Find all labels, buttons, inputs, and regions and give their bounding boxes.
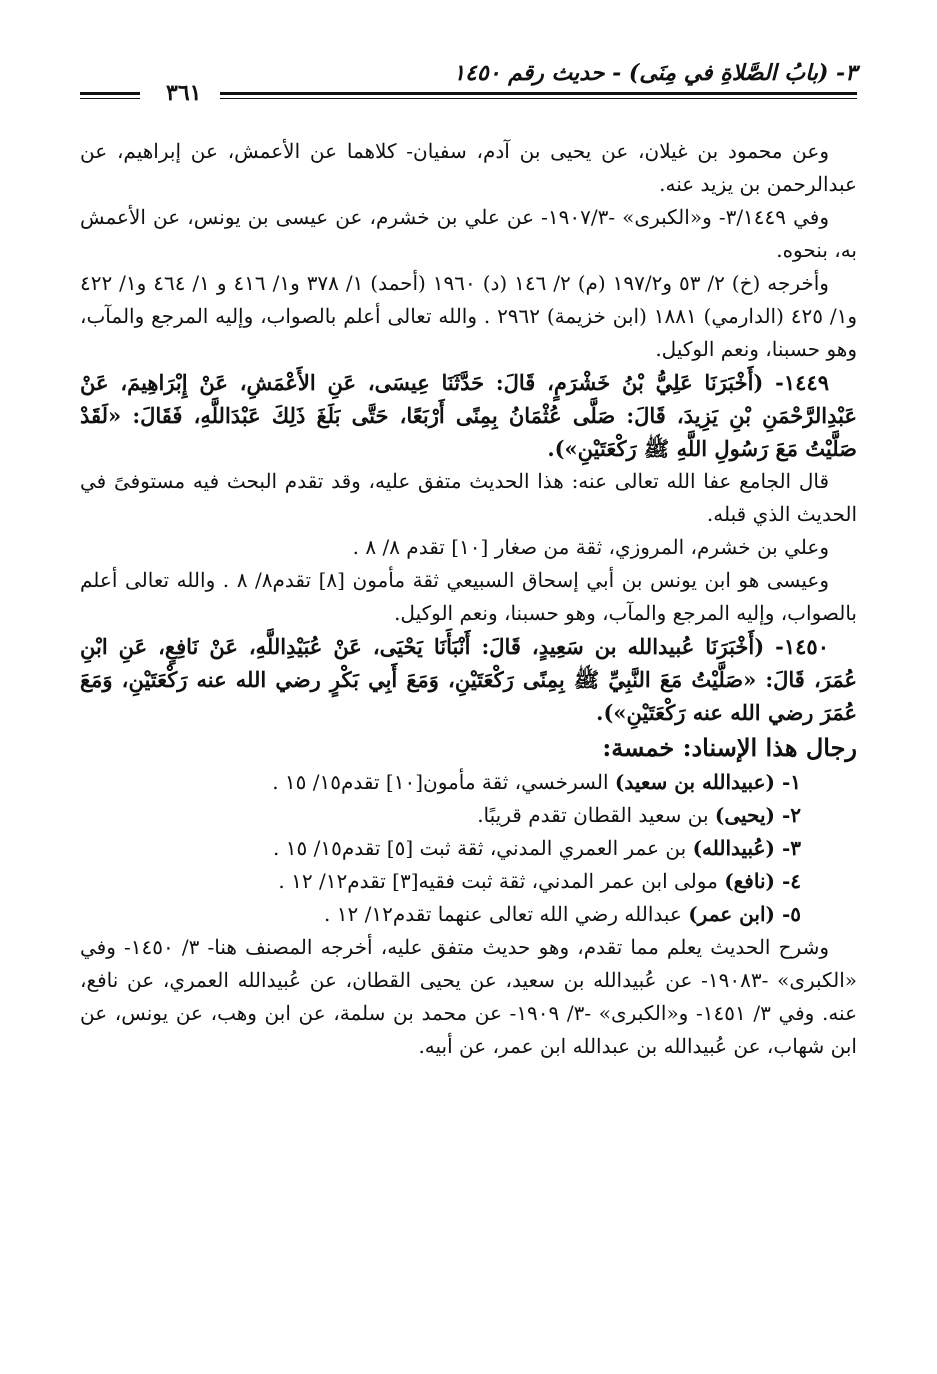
page-body bbox=[80, 135, 857, 1063]
hadith-1450: ١٤٥٠- (أَخْبَرَنَا عُبيدالله بن سَعِيدٍ، قَالَ: أَنْبَأَنَا يَحْيَى، عَنْ عُبَيْدِاللَّهِ، عَنْ نَافِعٍ، عَنِ ابْنِ عُمَرَ، قَالَ: «صَلَّيْتُ مَعَ النَّبِيِّ ﷺ بِمِنًى رَكْعَتَيْنِ، وَمَعَ أَبِي بَكْرٍ رضي الله عنه رَكْعَتَيْنِ، وَمَعَ عُمَرَ رضي الله عنه رَكْعَتَيْنِ»). bbox=[80, 634, 857, 725]
narrator-name: ٤- (نافع) bbox=[724, 869, 801, 893]
narrator-desc: مولى ابن عمر المدني، ثقة ثبت فقيه[٣] تقدم١٢/ ١٢ . bbox=[278, 869, 725, 893]
narrator-item bbox=[80, 799, 857, 832]
paragraph-2: وفي ٣/١٤٤٩- و«الكبرى» -١٩٠٧/٣- عن علي بن خشرم، عن عيسى بن يونس، عن الأعمش به، بنحوه. bbox=[80, 205, 857, 262]
narrator-desc: بن سعيد القطان تقدم قريبًا. bbox=[477, 803, 715, 827]
narrator-name: ٣- (عُبيدالله) bbox=[692, 836, 801, 860]
header-rule-left bbox=[80, 92, 140, 99]
narrator-name: ١- (عبيدالله بن سعيد) bbox=[614, 770, 801, 794]
narrator-desc: بن عمر العمري المدني، ثقة ثبت [٥] تقدم١٥/ ١٥ . bbox=[273, 836, 693, 860]
narrator-desc: السرخسي، ثقة مأمون[١٠] تقدم١٥/ ١٥ . bbox=[272, 770, 615, 794]
section-title: رجال هذا الإسناد: خمسة: bbox=[602, 733, 857, 762]
hadith-1449: ١٤٤٩- (أَخْبَرَنَا عَلِيُّ بْنُ خَشْرَمٍ، قَالَ: حَدَّثَنَا عِيسَى، عَنِ الأَعْمَشِ، عَنْ إِبْرَاهِيمَ، عَنْ عَبْدِالرَّحْمَنِ بْنِ يَزِيدَ، قَالَ: صَلَّى عُثْمَانُ بِمِنًى أَرْبَعًا، حَتَّى بَلَغَ ذَلِكَ عَبْدَاللَّهِ، فَقَالَ: «لَقَدْ صَلَّيْتُ مَعَ رَسُولِ اللَّهِ ﷺ رَكْعَتَيْنِ»). bbox=[80, 370, 857, 461]
narrator-item bbox=[80, 766, 857, 799]
paragraph-commentary: قال الجامع عفا الله تعالى عنه: هذا الحديث متفق عليه، وقد تقدم البحث فيه مستوفىً في الحديث الذي قبله. bbox=[80, 469, 857, 526]
paragraph-1: وعن محمود بن غيلان، عن يحيى بن آدم، سفيان- كلاهما عن الأعمش، عن إبراهيم، عن عبدالرحمن بن يزيد عنه. bbox=[80, 139, 857, 196]
narrator-desc: عبدالله رضي الله تعالى عنهما تقدم١٢/ ١٢ . bbox=[324, 902, 689, 926]
paragraph-narrator-ali: وعلي بن خشرم، المروزي، ثقة من صغار [١٠] تقدم ٨/ ٨ . bbox=[352, 535, 829, 559]
page-number: ٣٦١ bbox=[166, 80, 202, 106]
narrator-item bbox=[80, 832, 857, 865]
narrator-item bbox=[80, 898, 857, 931]
paragraph-narrator-isa: وعيسى هو ابن يونس بن أبي إسحاق السبيعي ثقة مأمون [٨] تقدم٨/ ٨ . والله تعالى أعلم بالصواب، وإليه المرجع والمآب، وهو حسبنا، ونعم الوكيل. bbox=[80, 568, 857, 625]
narrator-name: ٥- (ابن عمر) bbox=[688, 902, 801, 926]
narrator-name: ٢- (يحيى) bbox=[714, 803, 801, 827]
narrator-item bbox=[80, 865, 857, 898]
page-header bbox=[80, 58, 857, 106]
paragraph-3: وأخرجه (خ) ٢/ ٥٣ و١٩٧/٢ (م) ٢/ ١٤٦ (د) ١٩٦٠ (أحمد) ١/ ٣٧٨ و١/ ٤١٦ و ١/ ٤٦٤ و١/ ٤٢٢ و١/ ٤٢٥ (الدارمي) ١٨٨١ (ابن خزيمة) ٢٩٦٢ . والله تعالى أعلم بالصواب، وإليه المرجع والمآب، وهو حسبنا، ونعم الوكيل. bbox=[80, 271, 857, 361]
chapter-title: ٣- (بابُ الصَّلاةِ في مِنَى) - حديث رقم ١٤٥٠ bbox=[453, 60, 857, 86]
header-rule-right bbox=[220, 92, 857, 99]
paragraph-closing: وشرح الحديث يعلم مما تقدم، وهو حديث متفق عليه، أخرجه المصنف هنا- ٣/ ١٤٥٠- وفي «الكبرى» -١٩٠٨٣- عن عُبيدالله بن سعيد، عن يحيى القطان، عن عُبيدالله العمري، عن نافع، عنه. وفي ٣/ ١٤٥١- و«الكبرى» -٣/ ١٩٠٩- عن محمد بن سلمة، عن ابن وهب، عن يونس، عن ابن شهاب، عن عُبيدالله بن عبدالله ابن عمر، عن أبيه. bbox=[80, 935, 858, 1058]
